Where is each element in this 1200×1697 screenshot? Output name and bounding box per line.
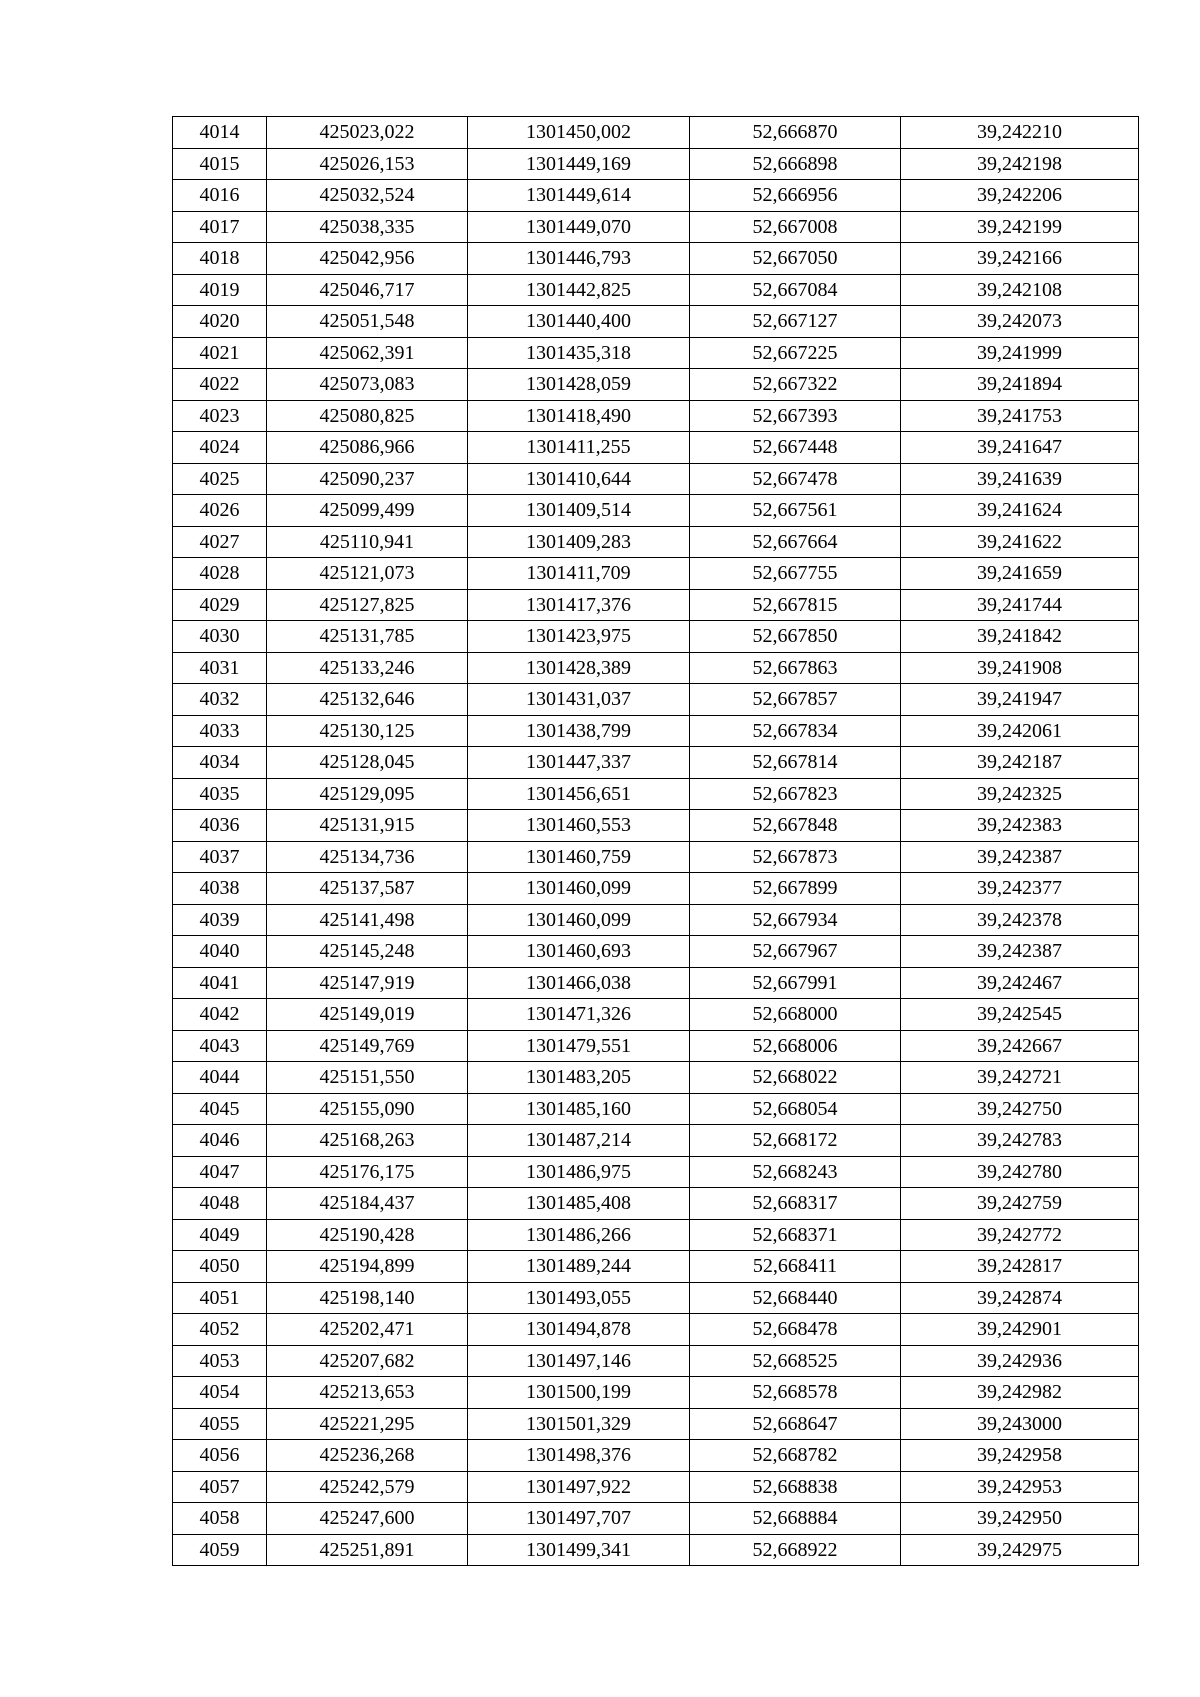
point-number-cell: 4032 (173, 684, 267, 716)
table-row (173, 526, 1139, 558)
longitude-cell: 39,242721 (901, 1062, 1139, 1094)
coord-x-cell: 425198,140 (267, 1282, 468, 1314)
coord-y-cell: 1301479,551 (468, 1030, 690, 1062)
coord-x-cell: 425145,248 (267, 936, 468, 968)
point-number-cell: 4041 (173, 967, 267, 999)
coord-y-cell: 1301431,037 (468, 684, 690, 716)
longitude-cell: 39,242780 (901, 1156, 1139, 1188)
point-number-cell: 4025 (173, 463, 267, 495)
latitude-cell: 52,667834 (690, 715, 901, 747)
coord-x-cell: 425202,471 (267, 1314, 468, 1346)
longitude-cell: 39,242073 (901, 306, 1139, 338)
point-number-cell: 4030 (173, 621, 267, 653)
longitude-cell: 39,241947 (901, 684, 1139, 716)
latitude-cell: 52,668000 (690, 999, 901, 1031)
longitude-cell: 39,241908 (901, 652, 1139, 684)
table-row (173, 684, 1139, 716)
table-row (173, 400, 1139, 432)
coord-y-cell: 1301494,878 (468, 1314, 690, 1346)
longitude-cell: 39,242210 (901, 117, 1139, 149)
coord-y-cell: 1301440,400 (468, 306, 690, 338)
coord-x-cell: 425099,499 (267, 495, 468, 527)
point-number-cell: 4050 (173, 1251, 267, 1283)
coord-x-cell: 425131,915 (267, 810, 468, 842)
coord-x-cell: 425149,769 (267, 1030, 468, 1062)
latitude-cell: 52,668371 (690, 1219, 901, 1251)
point-number-cell: 4033 (173, 715, 267, 747)
latitude-cell: 52,667322 (690, 369, 901, 401)
coord-x-cell: 425242,579 (267, 1471, 468, 1503)
latitude-cell: 52,666956 (690, 180, 901, 212)
table-row (173, 1314, 1139, 1346)
coord-y-cell: 1301449,070 (468, 211, 690, 243)
point-number-cell: 4058 (173, 1503, 267, 1535)
coord-y-cell: 1301483,205 (468, 1062, 690, 1094)
coord-y-cell: 1301460,693 (468, 936, 690, 968)
table-row (173, 810, 1139, 842)
table-row (173, 967, 1139, 999)
latitude-cell: 52,667934 (690, 904, 901, 936)
coord-y-cell: 1301499,341 (468, 1534, 690, 1566)
table-row (173, 778, 1139, 810)
coord-x-cell: 425184,437 (267, 1188, 468, 1220)
coord-y-cell: 1301500,199 (468, 1377, 690, 1409)
coord-x-cell: 425207,682 (267, 1345, 468, 1377)
table-row (173, 715, 1139, 747)
longitude-cell: 39,243000 (901, 1408, 1139, 1440)
latitude-cell: 52,667755 (690, 558, 901, 590)
coord-x-cell: 425247,600 (267, 1503, 468, 1535)
coord-y-cell: 1301460,099 (468, 873, 690, 905)
coord-x-cell: 425042,956 (267, 243, 468, 275)
point-number-cell: 4040 (173, 936, 267, 968)
coord-x-cell: 425090,237 (267, 463, 468, 495)
table-row (173, 999, 1139, 1031)
table-row (173, 180, 1139, 212)
latitude-cell: 52,667225 (690, 337, 901, 369)
table-row (173, 1062, 1139, 1094)
table-row (173, 1156, 1139, 1188)
coord-x-cell: 425221,295 (267, 1408, 468, 1440)
longitude-cell: 39,242950 (901, 1503, 1139, 1535)
coord-y-cell: 1301466,038 (468, 967, 690, 999)
point-number-cell: 4045 (173, 1093, 267, 1125)
latitude-cell: 52,666898 (690, 148, 901, 180)
table-row (173, 1188, 1139, 1220)
table-row (173, 841, 1139, 873)
latitude-cell: 52,667664 (690, 526, 901, 558)
coord-x-cell: 425155,090 (267, 1093, 468, 1125)
longitude-cell: 39,242108 (901, 274, 1139, 306)
longitude-cell: 39,241999 (901, 337, 1139, 369)
latitude-cell: 52,668922 (690, 1534, 901, 1566)
table-row (173, 463, 1139, 495)
coord-y-cell: 1301446,793 (468, 243, 690, 275)
coord-y-cell: 1301460,553 (468, 810, 690, 842)
table-row (173, 873, 1139, 905)
latitude-cell: 52,667084 (690, 274, 901, 306)
coord-y-cell: 1301435,318 (468, 337, 690, 369)
point-number-cell: 4035 (173, 778, 267, 810)
latitude-cell: 52,667848 (690, 810, 901, 842)
table-row (173, 1377, 1139, 1409)
longitude-cell: 39,242817 (901, 1251, 1139, 1283)
coord-x-cell: 425132,646 (267, 684, 468, 716)
coordinates-table (172, 116, 1139, 1566)
table-row (173, 1440, 1139, 1472)
longitude-cell: 39,242759 (901, 1188, 1139, 1220)
longitude-cell: 39,241659 (901, 558, 1139, 590)
coord-x-cell: 425080,825 (267, 400, 468, 432)
latitude-cell: 52,668054 (690, 1093, 901, 1125)
longitude-cell: 39,242545 (901, 999, 1139, 1031)
coord-y-cell: 1301486,975 (468, 1156, 690, 1188)
coord-x-cell: 425137,587 (267, 873, 468, 905)
coord-x-cell: 425251,891 (267, 1534, 468, 1566)
longitude-cell: 39,241647 (901, 432, 1139, 464)
point-number-cell: 4017 (173, 211, 267, 243)
longitude-cell: 39,241639 (901, 463, 1139, 495)
latitude-cell: 52,667873 (690, 841, 901, 873)
coord-x-cell: 425062,391 (267, 337, 468, 369)
latitude-cell: 52,668440 (690, 1282, 901, 1314)
table-row (173, 274, 1139, 306)
point-number-cell: 4052 (173, 1314, 267, 1346)
point-number-cell: 4055 (173, 1408, 267, 1440)
point-number-cell: 4028 (173, 558, 267, 590)
coord-y-cell: 1301428,389 (468, 652, 690, 684)
table-row (173, 1282, 1139, 1314)
longitude-cell: 39,242387 (901, 841, 1139, 873)
point-number-cell: 4037 (173, 841, 267, 873)
coord-x-cell: 425130,125 (267, 715, 468, 747)
coord-y-cell: 1301456,651 (468, 778, 690, 810)
latitude-cell: 52,668838 (690, 1471, 901, 1503)
coord-y-cell: 1301417,376 (468, 589, 690, 621)
table-row (173, 904, 1139, 936)
table-row (173, 652, 1139, 684)
longitude-cell: 39,242377 (901, 873, 1139, 905)
longitude-cell: 39,242467 (901, 967, 1139, 999)
table-row (173, 243, 1139, 275)
longitude-cell: 39,242187 (901, 747, 1139, 779)
latitude-cell: 52,668578 (690, 1377, 901, 1409)
point-number-cell: 4027 (173, 526, 267, 558)
coord-y-cell: 1301450,002 (468, 117, 690, 149)
point-number-cell: 4021 (173, 337, 267, 369)
coord-x-cell: 425194,899 (267, 1251, 468, 1283)
table-row (173, 936, 1139, 968)
table-row (173, 1503, 1139, 1535)
latitude-cell: 52,668525 (690, 1345, 901, 1377)
coord-y-cell: 1301497,922 (468, 1471, 690, 1503)
point-number-cell: 4043 (173, 1030, 267, 1062)
latitude-cell: 52,667899 (690, 873, 901, 905)
point-number-cell: 4056 (173, 1440, 267, 1472)
longitude-cell: 39,241624 (901, 495, 1139, 527)
coord-y-cell: 1301460,759 (468, 841, 690, 873)
longitude-cell: 39,242874 (901, 1282, 1139, 1314)
coord-x-cell: 425073,083 (267, 369, 468, 401)
point-number-cell: 4029 (173, 589, 267, 621)
point-number-cell: 4048 (173, 1188, 267, 1220)
latitude-cell: 52,667857 (690, 684, 901, 716)
longitude-cell: 39,242667 (901, 1030, 1139, 1062)
coord-x-cell: 425032,524 (267, 180, 468, 212)
latitude-cell: 52,668172 (690, 1125, 901, 1157)
table-row (173, 621, 1139, 653)
coord-x-cell: 425128,045 (267, 747, 468, 779)
coord-y-cell: 1301460,099 (468, 904, 690, 936)
latitude-cell: 52,667991 (690, 967, 901, 999)
latitude-cell: 52,667393 (690, 400, 901, 432)
coord-y-cell: 1301409,514 (468, 495, 690, 527)
coord-y-cell: 1301410,644 (468, 463, 690, 495)
table-row (173, 1219, 1139, 1251)
latitude-cell: 52,667823 (690, 778, 901, 810)
coord-x-cell: 425213,653 (267, 1377, 468, 1409)
coord-x-cell: 425168,263 (267, 1125, 468, 1157)
point-number-cell: 4026 (173, 495, 267, 527)
table-row (173, 1471, 1139, 1503)
table-row (173, 747, 1139, 779)
coord-y-cell: 1301486,266 (468, 1219, 690, 1251)
longitude-cell: 39,242199 (901, 211, 1139, 243)
point-number-cell: 4014 (173, 117, 267, 149)
longitude-cell: 39,242383 (901, 810, 1139, 842)
longitude-cell: 39,242975 (901, 1534, 1139, 1566)
longitude-cell: 39,242206 (901, 180, 1139, 212)
point-number-cell: 4047 (173, 1156, 267, 1188)
longitude-cell: 39,241842 (901, 621, 1139, 653)
point-number-cell: 4018 (173, 243, 267, 275)
latitude-cell: 52,668782 (690, 1440, 901, 1472)
latitude-cell: 52,667815 (690, 589, 901, 621)
latitude-cell: 52,667050 (690, 243, 901, 275)
longitude-cell: 39,242166 (901, 243, 1139, 275)
coord-y-cell: 1301411,709 (468, 558, 690, 590)
longitude-cell: 39,242772 (901, 1219, 1139, 1251)
point-number-cell: 4044 (173, 1062, 267, 1094)
latitude-cell: 52,667478 (690, 463, 901, 495)
longitude-cell: 39,242901 (901, 1314, 1139, 1346)
coord-x-cell: 425121,073 (267, 558, 468, 590)
point-number-cell: 4023 (173, 400, 267, 432)
point-number-cell: 4022 (173, 369, 267, 401)
coord-x-cell: 425133,246 (267, 652, 468, 684)
table-row (173, 306, 1139, 338)
latitude-cell: 52,667863 (690, 652, 901, 684)
coord-x-cell: 425147,919 (267, 967, 468, 999)
table-row (173, 1408, 1139, 1440)
coord-y-cell: 1301497,707 (468, 1503, 690, 1535)
latitude-cell: 52,668647 (690, 1408, 901, 1440)
latitude-cell: 52,668022 (690, 1062, 901, 1094)
coord-x-cell: 425131,785 (267, 621, 468, 653)
longitude-cell: 39,242982 (901, 1377, 1139, 1409)
point-number-cell: 4053 (173, 1345, 267, 1377)
coord-x-cell: 425176,175 (267, 1156, 468, 1188)
coord-y-cell: 1301471,326 (468, 999, 690, 1031)
coord-x-cell: 425149,019 (267, 999, 468, 1031)
coord-y-cell: 1301411,255 (468, 432, 690, 464)
longitude-cell: 39,242387 (901, 936, 1139, 968)
table-row (173, 1345, 1139, 1377)
longitude-cell: 39,242378 (901, 904, 1139, 936)
latitude-cell: 52,668411 (690, 1251, 901, 1283)
table-row (173, 1534, 1139, 1566)
coord-y-cell: 1301493,055 (468, 1282, 690, 1314)
point-number-cell: 4020 (173, 306, 267, 338)
coord-y-cell: 1301497,146 (468, 1345, 690, 1377)
longitude-cell: 39,242325 (901, 778, 1139, 810)
longitude-cell: 39,242958 (901, 1440, 1139, 1472)
longitude-cell: 39,242783 (901, 1125, 1139, 1157)
longitude-cell: 39,241622 (901, 526, 1139, 558)
point-number-cell: 4054 (173, 1377, 267, 1409)
longitude-cell: 39,242936 (901, 1345, 1139, 1377)
longitude-cell: 39,241744 (901, 589, 1139, 621)
point-number-cell: 4038 (173, 873, 267, 905)
coord-x-cell: 425110,941 (267, 526, 468, 558)
longitude-cell: 39,242750 (901, 1093, 1139, 1125)
latitude-cell: 52,668884 (690, 1503, 901, 1535)
latitude-cell: 52,668006 (690, 1030, 901, 1062)
coord-y-cell: 1301442,825 (468, 274, 690, 306)
table-row (173, 558, 1139, 590)
point-number-cell: 4059 (173, 1534, 267, 1566)
table-row (173, 211, 1139, 243)
table-row (173, 148, 1139, 180)
table-row (173, 589, 1139, 621)
table-row (173, 432, 1139, 464)
coord-x-cell: 425046,717 (267, 274, 468, 306)
coord-x-cell: 425127,825 (267, 589, 468, 621)
point-number-cell: 4049 (173, 1219, 267, 1251)
coord-y-cell: 1301498,376 (468, 1440, 690, 1472)
latitude-cell: 52,667814 (690, 747, 901, 779)
latitude-cell: 52,668478 (690, 1314, 901, 1346)
latitude-cell: 52,666870 (690, 117, 901, 149)
latitude-cell: 52,667448 (690, 432, 901, 464)
coord-y-cell: 1301438,799 (468, 715, 690, 747)
coord-x-cell: 425038,335 (267, 211, 468, 243)
point-number-cell: 4024 (173, 432, 267, 464)
coord-y-cell: 1301418,490 (468, 400, 690, 432)
latitude-cell: 52,668243 (690, 1156, 901, 1188)
point-number-cell: 4057 (173, 1471, 267, 1503)
table-row (173, 369, 1139, 401)
table-row (173, 117, 1139, 149)
coord-x-cell: 425190,428 (267, 1219, 468, 1251)
coord-y-cell: 1301409,283 (468, 526, 690, 558)
coord-y-cell: 1301487,214 (468, 1125, 690, 1157)
coord-x-cell: 425129,095 (267, 778, 468, 810)
latitude-cell: 52,667561 (690, 495, 901, 527)
coord-y-cell: 1301489,244 (468, 1251, 690, 1283)
table-row (173, 1251, 1139, 1283)
coord-x-cell: 425141,498 (267, 904, 468, 936)
coord-y-cell: 1301447,337 (468, 747, 690, 779)
coord-x-cell: 425134,736 (267, 841, 468, 873)
longitude-cell: 39,241894 (901, 369, 1139, 401)
table-row (173, 1093, 1139, 1125)
point-number-cell: 4042 (173, 999, 267, 1031)
point-number-cell: 4036 (173, 810, 267, 842)
point-number-cell: 4019 (173, 274, 267, 306)
point-number-cell: 4046 (173, 1125, 267, 1157)
coord-x-cell: 425086,966 (267, 432, 468, 464)
table-row (173, 495, 1139, 527)
table-row (173, 1030, 1139, 1062)
point-number-cell: 4051 (173, 1282, 267, 1314)
coord-y-cell: 1301485,408 (468, 1188, 690, 1220)
table-row (173, 1125, 1139, 1157)
coord-y-cell: 1301449,614 (468, 180, 690, 212)
latitude-cell: 52,668317 (690, 1188, 901, 1220)
point-number-cell: 4031 (173, 652, 267, 684)
latitude-cell: 52,667127 (690, 306, 901, 338)
coord-x-cell: 425026,153 (267, 148, 468, 180)
coordinates-table-body (173, 117, 1139, 1566)
longitude-cell: 39,242198 (901, 148, 1139, 180)
point-number-cell: 4015 (173, 148, 267, 180)
coord-y-cell: 1301423,975 (468, 621, 690, 653)
longitude-cell: 39,241753 (901, 400, 1139, 432)
longitude-cell: 39,242061 (901, 715, 1139, 747)
latitude-cell: 52,667850 (690, 621, 901, 653)
coord-y-cell: 1301501,329 (468, 1408, 690, 1440)
point-number-cell: 4034 (173, 747, 267, 779)
point-number-cell: 4039 (173, 904, 267, 936)
coord-y-cell: 1301485,160 (468, 1093, 690, 1125)
coord-x-cell: 425051,548 (267, 306, 468, 338)
coord-x-cell: 425236,268 (267, 1440, 468, 1472)
coord-x-cell: 425023,022 (267, 117, 468, 149)
latitude-cell: 52,667008 (690, 211, 901, 243)
latitude-cell: 52,667967 (690, 936, 901, 968)
table-row (173, 337, 1139, 369)
coord-x-cell: 425151,550 (267, 1062, 468, 1094)
coord-y-cell: 1301428,059 (468, 369, 690, 401)
coord-y-cell: 1301449,169 (468, 148, 690, 180)
longitude-cell: 39,242953 (901, 1471, 1139, 1503)
point-number-cell: 4016 (173, 180, 267, 212)
